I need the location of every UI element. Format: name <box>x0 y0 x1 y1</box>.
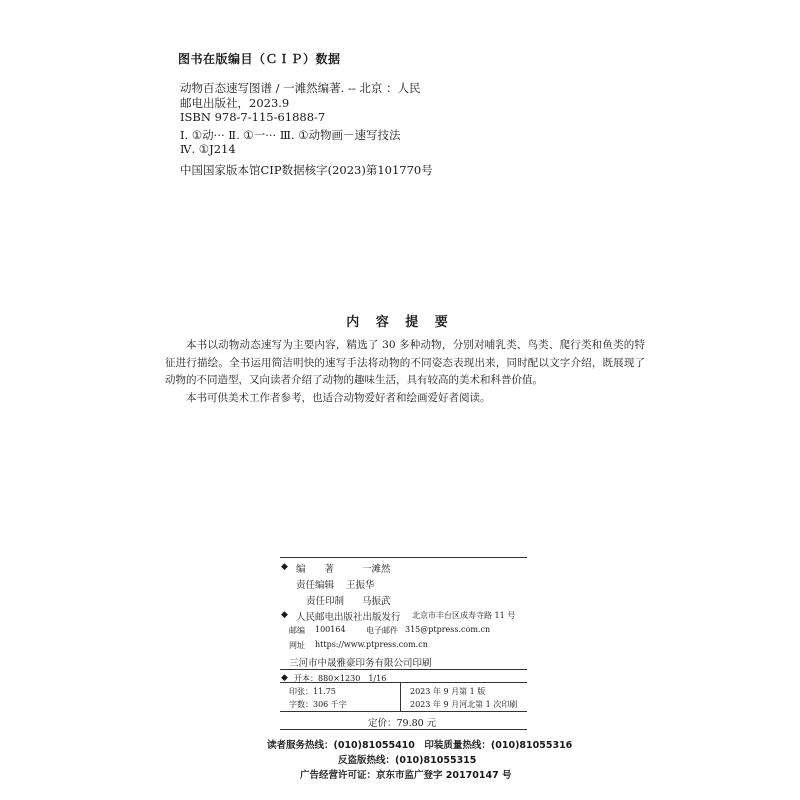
cip-line-1: 动物百态速写图谱 / 一滩然编著. -- 北京 ：人民 <box>180 81 421 95</box>
summary-text <box>165 337 645 407</box>
postcode-label: 邮编 <box>289 626 305 635</box>
publisher: 人民邮电出版社出版发行 <box>296 612 401 623</box>
column-divider <box>400 683 401 711</box>
website-label: 网址 <box>289 641 305 650</box>
editor-name: 王振华 <box>346 580 375 591</box>
author-label: 编 著 <box>296 564 335 575</box>
author-name: 一滩然 <box>362 564 391 575</box>
cip-line-5: Ⅳ. ①J214 <box>180 142 236 156</box>
bullet-1: ◆ <box>281 562 288 572</box>
postcode: 100164 <box>315 625 346 634</box>
website: https://www.ptpress.com.cn <box>315 640 428 649</box>
table-bottom-rule <box>280 711 527 712</box>
top-rule <box>280 557 527 558</box>
reader-hotline: 读者服务热线：(010)81055410 印装质量热线：(010)81055316 <box>267 740 573 751</box>
publisher-address: 北京市丰台区成寿寺路 11 号 <box>412 611 516 620</box>
cip-line-6: 中国国家版本馆CIP数据核字(2023)第101770号 <box>180 163 433 177</box>
summary-heading: 内 容 提 要 <box>346 315 454 330</box>
printer: 三河市中晟雅豪印务有限公司印刷 <box>289 658 432 669</box>
cip-title: 图书在版编目（ＣＩＰ）数据 <box>178 52 341 66</box>
edition: 2023 年 9 月第 1 版 <box>410 687 486 696</box>
mid-rule <box>280 669 527 670</box>
price: 定价：79.80 元 <box>368 718 437 729</box>
price-rule <box>280 729 527 730</box>
editor-label: 责任编辑 <box>296 580 335 591</box>
cip-line-3: ISBN 978-7-115-61888-7 <box>180 110 326 124</box>
ad-license: 广告经营许可证：京东市监广登字 20170147 号 <box>300 770 512 781</box>
printing-label: 责任印制 <box>306 596 345 607</box>
bullet-2: ◆ <box>281 610 288 620</box>
cip-line-4: Ⅰ. ①动··· Ⅱ. ①一··· Ⅲ. ①动物画－速写技法 <box>180 128 401 142</box>
words: 字数：306 千字 <box>289 700 347 709</box>
bullet-3: ◆ <box>281 673 288 683</box>
email: 315@ptpress.com.cn <box>405 625 491 634</box>
summary-paragraph-1: 本书以动物动态速写为主要内容，精选了 30 多种动物，分别对哺乳类、鸟类、爬行类和鱼类的特征进行描绘。全书运用简洁明快的速写手法将动物的不同姿态表现出来，同时配以文字介绍，既展现了动物的不同造型，又向读者介绍了动物的趣味生活，具有较高的美术和科普价值。 <box>165 339 645 386</box>
email-label: 电子邮件 <box>366 626 398 635</box>
format: 开本：880×1230 1/16 <box>294 674 387 683</box>
sheets: 印张：11.75 <box>289 687 336 696</box>
cip-line-2: 邮电出版社，2023.9 <box>180 96 290 110</box>
impression: 2023 年 9 月河北第 1 次印刷 <box>410 700 518 709</box>
piracy-hotline: 反盗版热线：(010)81055315 <box>338 755 477 766</box>
printing-name: 马振武 <box>362 596 391 607</box>
format-divider <box>280 682 527 683</box>
summary-paragraph-2: 本书可供美术工作者参考，也适合动物爱好者和绘画爱好者阅读。 <box>186 391 491 404</box>
